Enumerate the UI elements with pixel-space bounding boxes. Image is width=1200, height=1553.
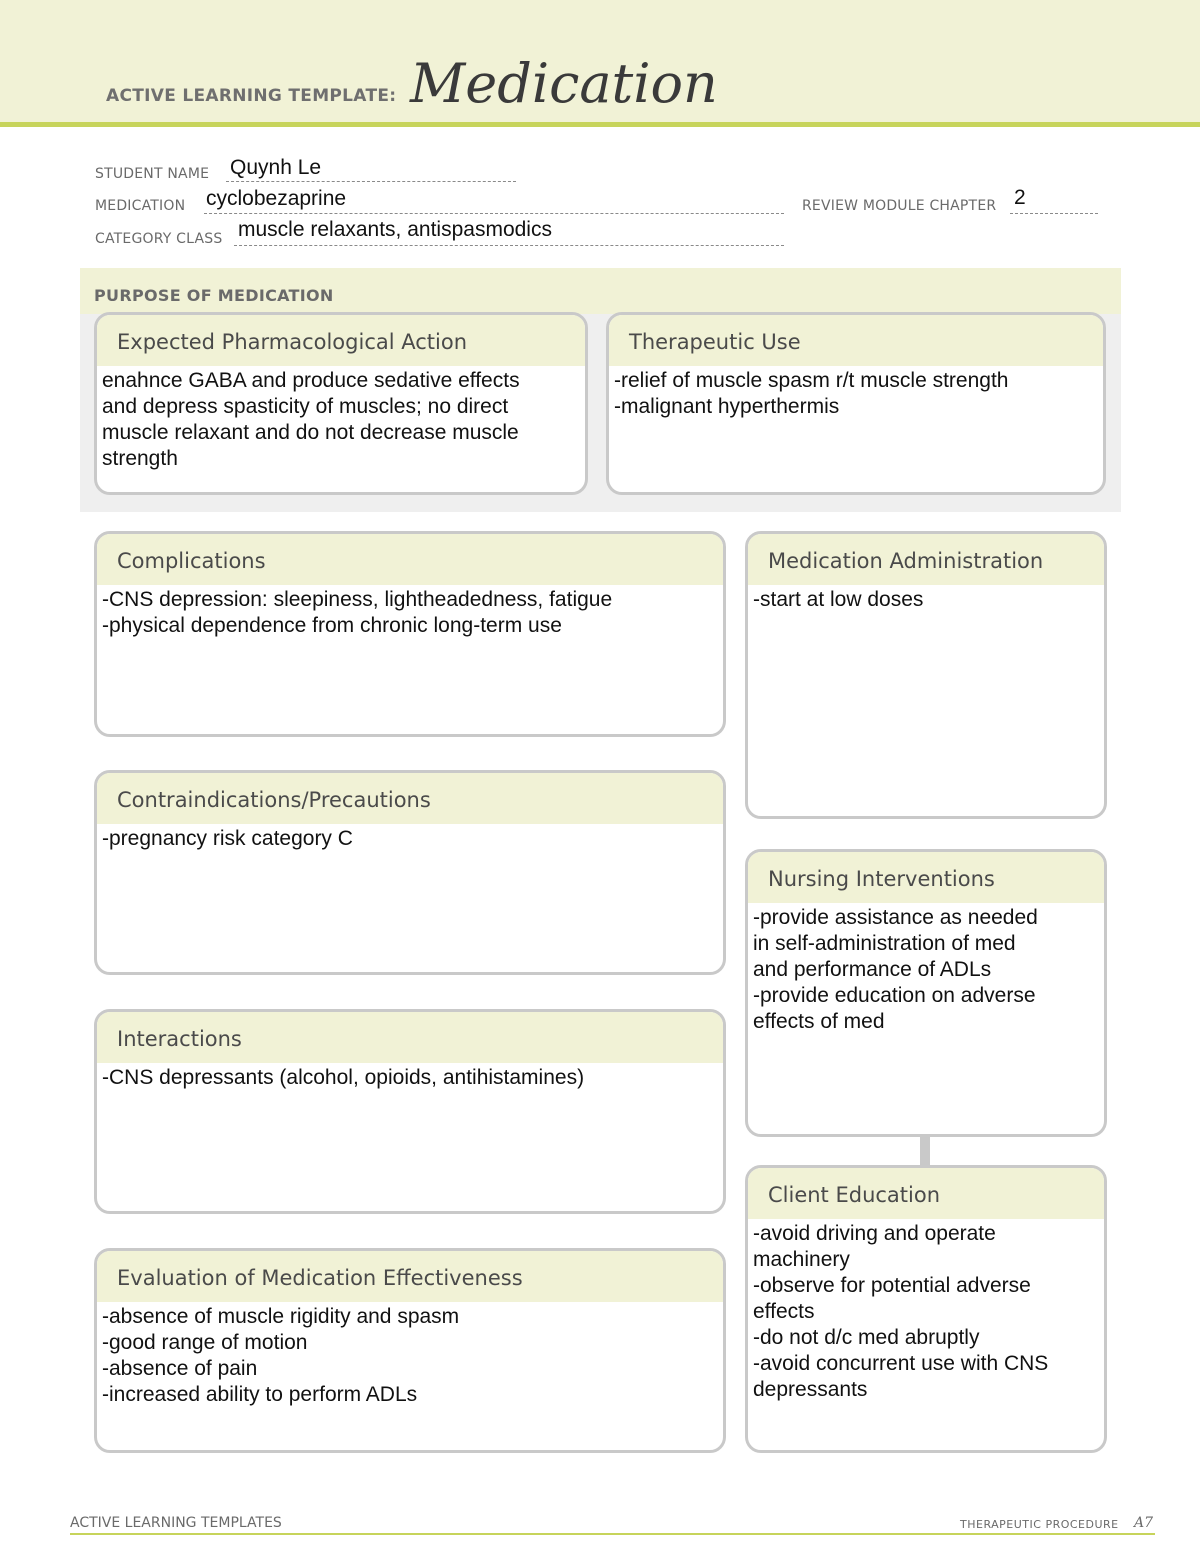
text-line: -pregnancy risk category C — [102, 827, 353, 850]
text-line: -avoid driving and operate — [753, 1222, 996, 1245]
category-label: CATEGORY CLASS — [95, 231, 223, 247]
complications-title: Complications — [97, 534, 723, 585]
text-line: -provide assistance as needed — [753, 906, 1038, 929]
student-name-field[interactable]: Quynh Le — [230, 156, 322, 179]
client-education-box — [745, 1165, 1107, 1453]
text-line: -start at low doses — [753, 588, 924, 611]
text-line: enahnce GABA and produce sedative effects — [102, 369, 520, 392]
text-line: and depress spasticity of muscles; no direct — [102, 395, 509, 418]
nursing-interventions-box — [745, 849, 1107, 1137]
expected-action-text[interactable] — [97, 366, 585, 472]
text-line: effects — [753, 1300, 815, 1323]
text-line: -increased ability to perform ADLs — [102, 1383, 418, 1406]
complications-box — [94, 531, 726, 737]
review-module-label: REVIEW MODULE CHAPTER — [802, 198, 997, 214]
therapeutic-use-box — [606, 312, 1106, 495]
text-line: -physical dependence from chronic long-term use — [102, 614, 562, 637]
text-line: in self-administration of med — [753, 932, 1016, 955]
text-line: depressants — [753, 1378, 868, 1401]
nursing-interventions-text[interactable] — [748, 903, 1104, 1035]
contraindications-title: Contraindications/Precautions — [97, 773, 723, 824]
client-education-text[interactable] — [748, 1219, 1104, 1403]
administration-title: Medication Administration — [748, 534, 1104, 585]
review-module-field[interactable]: 2 — [1014, 186, 1026, 209]
text-line: -avoid concurrent use with CNS — [753, 1352, 1049, 1375]
box-connector — [920, 1135, 930, 1167]
text-line: -CNS depressants (alcohol, opioids, antihistamines) — [102, 1066, 585, 1089]
category-field[interactable]: muscle relaxants, antispasmodics — [238, 218, 552, 241]
header-rule — [0, 122, 1200, 127]
contraindications-text[interactable] — [97, 824, 723, 852]
footer-right-label: THERAPEUTIC PROCEDURE — [960, 1518, 1119, 1531]
text-line: effects of med — [753, 1010, 885, 1033]
interactions-box — [94, 1009, 726, 1214]
medication-line — [204, 213, 784, 214]
footer-left-label: ACTIVE LEARNING TEMPLATES — [70, 1515, 282, 1531]
complications-text[interactable] — [97, 585, 723, 639]
text-line: -CNS depression: sleepiness, lightheadedness, fatigue — [102, 588, 613, 611]
template-label: ACTIVE LEARNING TEMPLATE: — [106, 86, 397, 106]
interactions-title: Interactions — [97, 1012, 723, 1063]
contraindications-box — [94, 770, 726, 975]
medication-field[interactable]: cyclobezaprine — [206, 187, 347, 210]
student-name-label: STUDENT NAME — [95, 166, 210, 182]
text-line: -good range of motion — [102, 1331, 308, 1354]
review-module-line — [1010, 213, 1098, 214]
text-line: strength — [102, 447, 178, 470]
category-line — [234, 245, 784, 246]
therapeutic-use-text[interactable] — [609, 366, 1103, 420]
text-line: muscle relaxant and do not decrease muscle — [102, 421, 519, 444]
template-title: Medication — [410, 52, 718, 115]
evaluation-title: Evaluation of Medication Effectiveness — [97, 1251, 723, 1302]
text-line: -absence of pain — [102, 1357, 258, 1380]
client-education-title: Client Education — [748, 1168, 1104, 1219]
evaluation-box — [94, 1248, 726, 1453]
text-line: machinery — [753, 1248, 850, 1271]
interactions-text[interactable] — [97, 1063, 723, 1091]
text-line: -observe for potential adverse — [753, 1274, 1031, 1297]
purpose-label: PURPOSE OF MEDICATION — [94, 286, 334, 305]
administration-text[interactable] — [748, 585, 1104, 613]
text-line: -do not d/c med abruptly — [753, 1326, 980, 1349]
evaluation-text[interactable] — [97, 1302, 723, 1408]
expected-action-title: Expected Pharmacological Action — [97, 315, 585, 366]
administration-box — [745, 531, 1107, 819]
text-line: and performance of ADLs — [753, 958, 992, 981]
therapeutic-use-title: Therapeutic Use — [609, 315, 1103, 366]
page-number: A7 — [1134, 1515, 1154, 1531]
text-line: -absence of muscle rigidity and spasm — [102, 1305, 460, 1328]
nursing-interventions-title: Nursing Interventions — [748, 852, 1104, 903]
footer-rule — [70, 1533, 1155, 1535]
expected-action-box — [94, 312, 588, 495]
text-line: -provide education on adverse — [753, 984, 1036, 1007]
text-line: -relief of muscle spasm r/t muscle strength — [614, 369, 1009, 392]
medication-label: MEDICATION — [95, 198, 186, 214]
text-line: -malignant hyperthermis — [614, 395, 840, 418]
student-name-line — [226, 181, 516, 182]
